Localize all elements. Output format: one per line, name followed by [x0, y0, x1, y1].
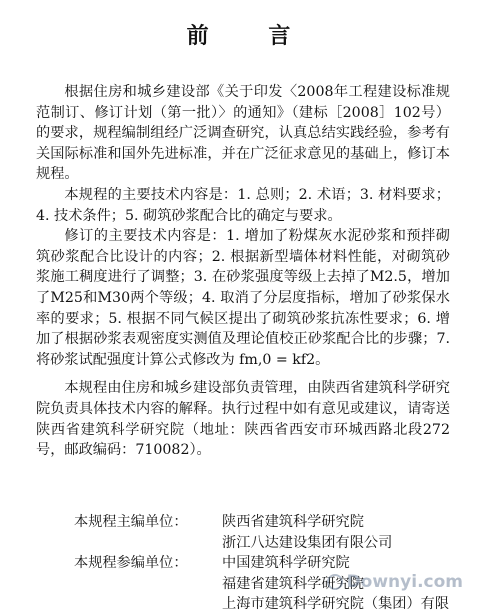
participating-org: 中国建筑科学研究院: [222, 555, 350, 572]
chief-editor-label: 本规程主编单位：: [74, 514, 188, 530]
watermark-logo-icon: [327, 574, 343, 590]
credit-row-chief: [74, 512, 449, 533]
participating-org: 福建省建筑科学研究院: [222, 575, 364, 592]
participating-editor-label: 本规程参编单位：: [74, 555, 188, 572]
paragraph-main-content: 本规程的主要技术内容是：1. 总则；2. 术语；3. 材料要求；4. 技术条件；5. 砌筑砂浆配合比的确定与要求。: [36, 186, 450, 224]
chief-editor-org: 浙江八达建设集团有限公司: [222, 534, 393, 551]
page-title: 前 言: [186, 23, 317, 49]
paragraph-revision-content: 修订的主要技术内容是：1. 增加了粉煤灰水泥砂浆和预拌砌筑砂浆配合比设计的内容；2. 根据新型墙体材料性能，对砌筑砂浆施工稠度进行了调整；3. 在砂浆强度等级上去掉了M2.5，增加了M25和M30两个等级；4. 取消了分层度指标，增加了砂浆保水率的要求；5. 根据不同气候区提出了砌筑砂浆抗冻性要求；6. 增加了根据砂浆表观密度实测值及理论值校正砂浆配合比的步骤；7. 将砂浆试配强度计算公式修改为 fm,0 = kf2。: [36, 228, 450, 368]
credits-block: [74, 512, 449, 615]
watermark-text: Downyi.com: [346, 572, 463, 592]
paragraph-background: 根据住房和城乡建设部《关于印发〈2008年工程建设标准规范制订、修订计划（第一批）〉的通知》（建标［2008］102号）的要求，规程编制组经广泛调查研究，认真总结实践经验，参考有关国际标准和国外先进标准，并在广泛征求意见的基础上，修订本规程。: [36, 84, 450, 183]
chief-editor-org: 陕西省建筑科学研究院: [222, 514, 364, 530]
credit-row-participating: [74, 553, 449, 574]
paragraph-management: 本规程由住房和城乡建设部负责管理，由陕西省建筑科学研究院负责具体技术内容的解释。执行过程中如有意见或建议，请寄送陕西省建筑科学研究院（地址：陕西省西安市环城西路北段272号，邮政编码：710082）。: [36, 380, 450, 459]
credit-row-chief-2: [74, 533, 449, 554]
credit-row-participating-3: [74, 594, 449, 615]
watermark: [327, 572, 463, 592]
participating-org: 上海市建筑科学研究院（集团）有限: [222, 596, 450, 613]
preface-body: [36, 82, 450, 461]
